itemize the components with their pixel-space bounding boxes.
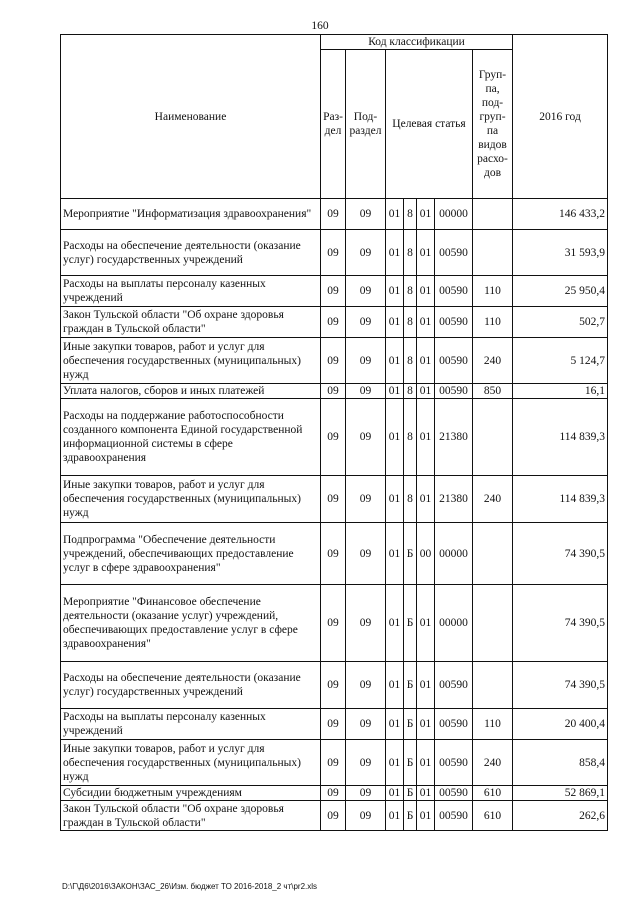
row-name: Расходы на выплаты персоналу казенных учреждений (61, 276, 321, 307)
row-cs-program: 01 (386, 740, 404, 786)
row-razdel: 09 (321, 585, 346, 662)
table-row (61, 399, 608, 476)
row-podrazdel: 09 (346, 709, 386, 740)
row-cs-program: 01 (386, 476, 404, 523)
row-amount: 262,6 (513, 801, 608, 831)
row-cs-measure: 01 (417, 276, 435, 307)
row-cs-measure: 01 (417, 709, 435, 740)
row-cs-direction: 00590 (435, 338, 473, 384)
row-cs-direction: 21380 (435, 399, 473, 476)
row-cs-measure: 01 (417, 338, 435, 384)
row-cs-measure: 01 (417, 662, 435, 709)
table-row (61, 307, 608, 338)
row-cs-direction: 00590 (435, 276, 473, 307)
row-razdel: 09 (321, 523, 346, 585)
row-podrazdel: 09 (346, 230, 386, 276)
row-razdel: 09 (321, 276, 346, 307)
row-razdel: 09 (321, 786, 346, 801)
row-cs-program: 01 (386, 399, 404, 476)
row-cs-subprogram: 8 (404, 384, 417, 399)
row-razdel: 09 (321, 338, 346, 384)
row-podrazdel: 09 (346, 786, 386, 801)
row-cs-subprogram: Б (404, 801, 417, 831)
header-code-group: Код классификации (321, 35, 513, 50)
row-cs-direction: 00590 (435, 786, 473, 801)
row-cs-subprogram: 8 (404, 276, 417, 307)
row-cs-subprogram: 8 (404, 399, 417, 476)
row-podrazdel: 09 (346, 585, 386, 662)
row-name: Иные закупки товаров, работ и услуг для обеспечения государственных (муниципальных) нужд (61, 740, 321, 786)
row-name: Закон Тульской области "Об охране здоровья граждан в Тульской области" (61, 801, 321, 831)
row-podrazdel: 09 (346, 801, 386, 831)
table-row (61, 662, 608, 709)
row-name: Подпрограмма "Обеспечение деятельности учреждений, обеспечивающих предоставление услуг в сфере здравоохранения" (61, 523, 321, 585)
table-row (61, 230, 608, 276)
header-section: Раз- дел (321, 50, 346, 199)
row-cs-subprogram: Б (404, 662, 417, 709)
table-row (61, 786, 608, 801)
row-cs-program: 01 (386, 276, 404, 307)
row-name: Мероприятие "Финансовое обеспечение деятельности (оказание услуг) учреждений, обеспечивающих предоставление услуг в сфере здравоохранения" (61, 585, 321, 662)
row-amount: 114 839,3 (513, 399, 608, 476)
row-cs-measure: 01 (417, 801, 435, 831)
row-expense-type: 240 (473, 476, 513, 523)
row-razdel: 09 (321, 476, 346, 523)
row-cs-program: 01 (386, 523, 404, 585)
table-row (61, 740, 608, 786)
row-cs-subprogram: Б (404, 709, 417, 740)
row-cs-subprogram: Б (404, 786, 417, 801)
row-podrazdel: 09 (346, 276, 386, 307)
row-amount: 5 124,7 (513, 338, 608, 384)
row-cs-program: 01 (386, 338, 404, 384)
row-expense-type: 610 (473, 786, 513, 801)
row-cs-direction: 00590 (435, 740, 473, 786)
row-amount: 16,1 (513, 384, 608, 399)
row-cs-program: 01 (386, 662, 404, 709)
row-cs-direction: 00590 (435, 801, 473, 831)
row-expense-type (473, 399, 513, 476)
row-cs-measure: 01 (417, 384, 435, 399)
row-amount: 114 839,3 (513, 476, 608, 523)
row-cs-subprogram: 8 (404, 307, 417, 338)
row-name: Субсидии бюджетным учреждениям (61, 786, 321, 801)
row-name: Расходы на обеспечение деятельности (оказание услуг) государственных учреждений (61, 230, 321, 276)
row-podrazdel: 09 (346, 384, 386, 399)
row-amount: 74 390,5 (513, 523, 608, 585)
row-razdel: 09 (321, 307, 346, 338)
row-name: Иные закупки товаров, работ и услуг для обеспечения государственных (муниципальных) нужд (61, 338, 321, 384)
row-expense-type: 110 (473, 709, 513, 740)
row-amount: 146 433,2 (513, 199, 608, 230)
row-cs-measure: 01 (417, 585, 435, 662)
row-cs-program: 01 (386, 709, 404, 740)
row-razdel: 09 (321, 230, 346, 276)
row-cs-direction: 00590 (435, 384, 473, 399)
table-row (61, 199, 608, 230)
row-amount: 52 869,1 (513, 786, 608, 801)
row-name: Закон Тульской области "Об охране здоровья граждан в Тульской области" (61, 307, 321, 338)
header-name: Наименование (61, 35, 321, 199)
row-podrazdel: 09 (346, 662, 386, 709)
row-cs-measure: 01 (417, 307, 435, 338)
row-cs-subprogram: 8 (404, 230, 417, 276)
header-target-article: Целевая статья (386, 50, 473, 199)
row-podrazdel: 09 (346, 476, 386, 523)
row-name: Расходы на обеспечение деятельности (оказание услуг) государственных учреждений (61, 662, 321, 709)
row-razdel: 09 (321, 740, 346, 786)
row-podrazdel: 09 (346, 307, 386, 338)
row-razdel: 09 (321, 662, 346, 709)
row-podrazdel: 09 (346, 399, 386, 476)
row-name: Расходы на выплаты персоналу казенных учреждений (61, 709, 321, 740)
row-cs-program: 01 (386, 585, 404, 662)
row-cs-direction: 00590 (435, 230, 473, 276)
row-podrazdel: 09 (346, 523, 386, 585)
table-row (61, 801, 608, 831)
row-cs-direction: 00590 (435, 307, 473, 338)
file-path-footer: D:\Г\Д6\2016\ЗАКОН\ЗАС_26\Изм. бюджет ТО 2016-2018_2 чт\pr2.xls (62, 882, 318, 891)
row-expense-type (473, 585, 513, 662)
row-amount: 31 593,9 (513, 230, 608, 276)
header-expense-group: Груп- па, под- груп- па видов расхо- дов (473, 50, 513, 199)
row-cs-direction: 00590 (435, 709, 473, 740)
header-subsection: Под- раздел (346, 50, 386, 199)
row-cs-direction: 00000 (435, 523, 473, 585)
row-amount: 74 390,5 (513, 662, 608, 709)
row-expense-type: 110 (473, 276, 513, 307)
table-row (61, 384, 608, 399)
row-expense-type: 240 (473, 338, 513, 384)
row-cs-direction: 21380 (435, 476, 473, 523)
row-cs-direction: 00000 (435, 585, 473, 662)
row-expense-type: 850 (473, 384, 513, 399)
row-cs-subprogram: Б (404, 740, 417, 786)
row-amount: 858,4 (513, 740, 608, 786)
row-name: Мероприятие "Информатизация здравоохранения" (61, 199, 321, 230)
row-expense-type (473, 662, 513, 709)
row-razdel: 09 (321, 384, 346, 399)
table-row (61, 709, 608, 740)
budget-table (60, 34, 608, 831)
table-row (61, 338, 608, 384)
table-row (61, 523, 608, 585)
row-cs-subprogram: 8 (404, 476, 417, 523)
row-cs-program: 01 (386, 786, 404, 801)
row-name: Уплата налогов, сборов и иных платежей (61, 384, 321, 399)
row-cs-measure: 01 (417, 230, 435, 276)
row-cs-subprogram: 8 (404, 338, 417, 384)
row-name: Иные закупки товаров, работ и услуг для обеспечения государственных (муниципальных) нужд (61, 476, 321, 523)
row-cs-measure: 01 (417, 740, 435, 786)
row-cs-measure: 00 (417, 523, 435, 585)
row-expense-type: 240 (473, 740, 513, 786)
row-expense-type: 110 (473, 307, 513, 338)
header-year: 2016 год (513, 35, 608, 199)
page-number: 160 (311, 20, 329, 32)
row-podrazdel: 09 (346, 740, 386, 786)
row-amount: 25 950,4 (513, 276, 608, 307)
row-amount: 20 400,4 (513, 709, 608, 740)
row-podrazdel: 09 (346, 338, 386, 384)
row-name: Расходы на поддержание работоспособности созданного компонента Единой государственной информационной системы в сфере здравоохранения (61, 399, 321, 476)
row-amount: 502,7 (513, 307, 608, 338)
row-amount: 74 390,5 (513, 585, 608, 662)
row-cs-subprogram: Б (404, 523, 417, 585)
row-cs-measure: 01 (417, 786, 435, 801)
row-razdel: 09 (321, 399, 346, 476)
row-cs-program: 01 (386, 384, 404, 399)
row-expense-type: 610 (473, 801, 513, 831)
row-podrazdel: 09 (346, 199, 386, 230)
row-expense-type (473, 199, 513, 230)
row-razdel: 09 (321, 199, 346, 230)
row-cs-subprogram: 8 (404, 199, 417, 230)
row-razdel: 09 (321, 801, 346, 831)
row-cs-direction: 00590 (435, 662, 473, 709)
row-expense-type (473, 230, 513, 276)
row-cs-measure: 01 (417, 476, 435, 523)
row-cs-program: 01 (386, 230, 404, 276)
row-cs-measure: 01 (417, 199, 435, 230)
table-row (61, 276, 608, 307)
row-expense-type (473, 523, 513, 585)
row-cs-measure: 01 (417, 399, 435, 476)
header-row-top (61, 35, 608, 50)
row-cs-program: 01 (386, 199, 404, 230)
row-cs-program: 01 (386, 801, 404, 831)
row-razdel: 09 (321, 709, 346, 740)
table-row (61, 585, 608, 662)
table-row (61, 476, 608, 523)
row-cs-subprogram: Б (404, 585, 417, 662)
row-cs-program: 01 (386, 307, 404, 338)
row-cs-direction: 00000 (435, 199, 473, 230)
